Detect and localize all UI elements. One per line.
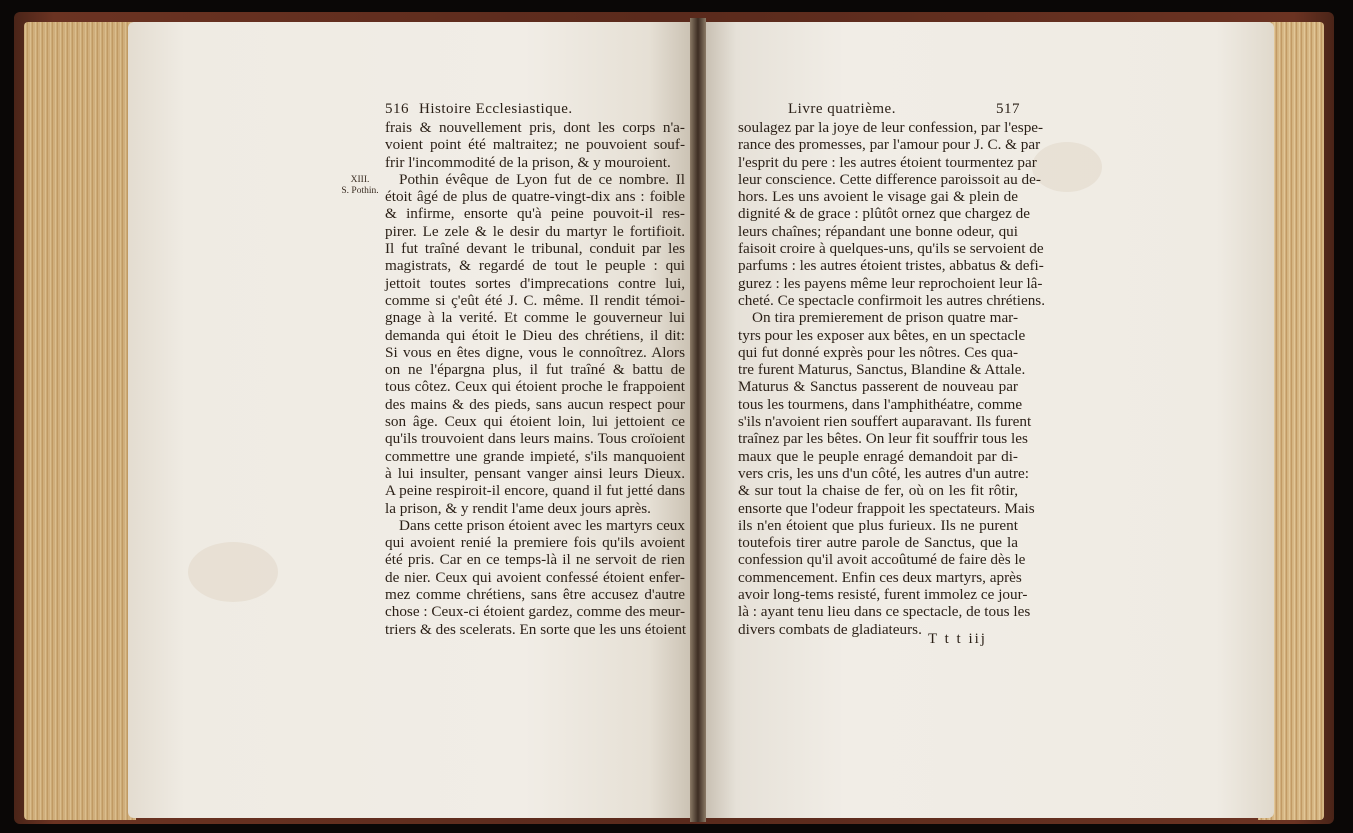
left-page-text bbox=[385, 101, 685, 638]
text-line: On tira premierement de prison quatre mar- bbox=[752, 309, 1018, 327]
text-line: mez comme chrétiens, sans être accusez d'autre bbox=[385, 586, 685, 604]
text-line: tous côtez. Ceux qui étoient proche le frappoient bbox=[385, 378, 685, 396]
text-line: de nier. Ceux qui avoient confessé étoient enfer- bbox=[385, 568, 685, 586]
text-line: Il fut traîné devant le tribunal, conduit par les bbox=[385, 240, 685, 258]
text-line: là : ayant tenu lieu dans ce spectacle, de tous les bbox=[738, 603, 1031, 621]
signature-mark: T t t iij bbox=[928, 631, 987, 647]
text-line: toutefois tirer autre parole de Sanctus, que la bbox=[738, 534, 1018, 552]
text-line: traînez par les bêtes. On leur fit souffrir tous les bbox=[738, 430, 1028, 448]
text-line: tous les tourmens, dans l'amphithéatre, comme bbox=[738, 395, 1023, 413]
text-line: commettre une grande impieté, s'ils manquoient bbox=[385, 447, 685, 465]
text-line: maux que le peuple enragé demandoit par di- bbox=[738, 447, 1018, 465]
margin-note-line: S. Pothin. bbox=[341, 186, 379, 196]
text-line: été pris. Car en ce temps-là il ne servoit de rien bbox=[385, 551, 685, 569]
margin-note bbox=[336, 175, 384, 197]
text-line: pirer. Le zele & le desir du martyr le fortifioit. bbox=[385, 222, 685, 240]
text-line: tyrs pour les exposer aux bêtes, en un spectacle bbox=[738, 326, 1026, 344]
text-line: faisoit croire à quelques-uns, qu'ils se servoient de bbox=[738, 240, 1044, 258]
text-line: dignité & de grace : plûtôt ornez que chargez de bbox=[738, 205, 1030, 223]
text-line: magistrats, & regardé de tout le peuple : qui bbox=[385, 257, 685, 275]
text-line: l'esprit du pere : les autres étoient tourmentez par bbox=[738, 153, 1037, 171]
text-line: gnage à la verité. Et comme le gouverneur lui bbox=[385, 309, 685, 327]
right-page-text bbox=[738, 101, 1045, 638]
text-line: hors. Les uns avoient le visage gai & plein de bbox=[738, 188, 1018, 206]
text-line: étoit âgé de plus de quatre-vingt-dix ans : foible bbox=[385, 188, 685, 206]
text-line: leur conscience. Cette difference paroissoit au de- bbox=[738, 170, 1041, 188]
text-line: qui avoient renié la premiere fois qu'ils avoient bbox=[385, 534, 685, 552]
text-line: & sur tout la chaise de fer, où on les fit rôtir, bbox=[738, 482, 1018, 500]
text-line: ils n'en étoient que plus furieux. Ils ne purent bbox=[738, 516, 1018, 534]
text-line: des mains & des pieds, sans aucun respect pour bbox=[385, 395, 685, 413]
page-number: 516 bbox=[385, 101, 409, 117]
text-line: & infirme, ensorte qu'à peine pouvoit-il res- bbox=[385, 205, 685, 223]
page-number: 517 bbox=[996, 101, 1020, 117]
text-line: cheté. Ce spectacle confirmoit les autres chrétiens. bbox=[738, 291, 1045, 309]
text-line: qu'ils trouvoient dans leurs mains. Tous croïoient bbox=[385, 430, 685, 448]
text-line: voient point été maltraitez; ne pouvoient souf- bbox=[385, 136, 685, 154]
text-line: à lui insulter, pensant vanger ainsi leurs Dieux. bbox=[385, 464, 685, 482]
text-line: Si vous en êtes digne, vous le connoîtrez. Alors bbox=[385, 343, 685, 361]
page-edges-left bbox=[24, 22, 136, 820]
text-line: rance des promesses, par l'amour pour J. C. & par bbox=[738, 136, 1041, 154]
text-line: la prison, & y rendit l'ame deux jours après. bbox=[385, 499, 651, 517]
text-line: son âge. Ceux qui étoient loin, lui jettoient ce bbox=[385, 413, 685, 431]
book-gutter bbox=[690, 18, 706, 822]
text-line: on ne l'épargna plus, il fut traîné & battu de bbox=[385, 361, 685, 379]
text-line: leurs chaînes; répandant une bonne odeur, qui bbox=[738, 222, 1018, 240]
text-line: jettoit toutes sortes d'imprecations contre lui, bbox=[385, 274, 685, 292]
text-line: commencement. Enfin ces deux martyrs, après bbox=[738, 568, 1022, 586]
text-line: soulagez par la joye de leur confession, par l'espe- bbox=[738, 119, 1044, 136]
margin-note-line: XIII. bbox=[350, 175, 370, 185]
text-line: Dans cette prison étoient avec les martyrs ceux bbox=[399, 516, 685, 534]
text-line: tre furent Maturus, Sanctus, Blandine & Attale. bbox=[738, 361, 1026, 379]
text-line: s'ils n'avoient rien souffert auparavant. Ils furent bbox=[738, 413, 1032, 431]
running-head-title: Histoire Ecclesiastique. bbox=[419, 101, 573, 117]
paper-stain bbox=[1032, 142, 1102, 192]
text-line: triers & des scelerats. En sorte que les uns étoient bbox=[385, 620, 687, 638]
text-line: A peine respiroit-il encore, quand il fut jetté dans bbox=[385, 482, 685, 500]
text-line: parfums : les autres étoient tristes, abbatus & defi- bbox=[738, 257, 1044, 275]
text-line: vers cris, les uns d'un côté, les autres d'un autre: bbox=[738, 464, 1030, 482]
text-line: avoir long-tems resisté, furent immolez ce jour- bbox=[738, 586, 1028, 604]
running-head-left bbox=[385, 101, 685, 119]
text-line: gurez : les payens même leur reprochoient leur lâ- bbox=[738, 274, 1043, 292]
text-line: ensorte que l'odeur frappoit les spectateurs. Mais bbox=[738, 499, 1035, 517]
text-line: demanda qui étoit le Dieu des chrétiens, il dit: bbox=[385, 326, 685, 344]
text-line: confession qu'il avoit accoûtumé de faire dès le bbox=[738, 551, 1026, 569]
text-line: qui fut donné exprès pour les nôtres. Ces qua- bbox=[738, 343, 1018, 361]
running-head-right bbox=[738, 101, 1018, 119]
text-line: divers combats de gladiateurs. bbox=[738, 620, 922, 638]
text-line: Maturus & Sanctus passerent de nouveau par bbox=[738, 378, 1018, 396]
text-line: Pothin évêque de Lyon fut de ce nombre. Il bbox=[399, 170, 685, 188]
text-line: frais & nouvellement pris, dont les corps n'a- bbox=[385, 119, 685, 136]
text-line: chose : Ceux-ci étoient gardez, comme des meur- bbox=[385, 603, 685, 621]
text-line: comme si ç'eût été J. C. même. Il rendit témoi- bbox=[385, 291, 685, 309]
paper-stain bbox=[188, 542, 278, 602]
running-head-title: Livre quatrième. bbox=[788, 101, 896, 117]
text-line: frir l'incommodité de la prison, & y mouroient. bbox=[385, 153, 671, 171]
